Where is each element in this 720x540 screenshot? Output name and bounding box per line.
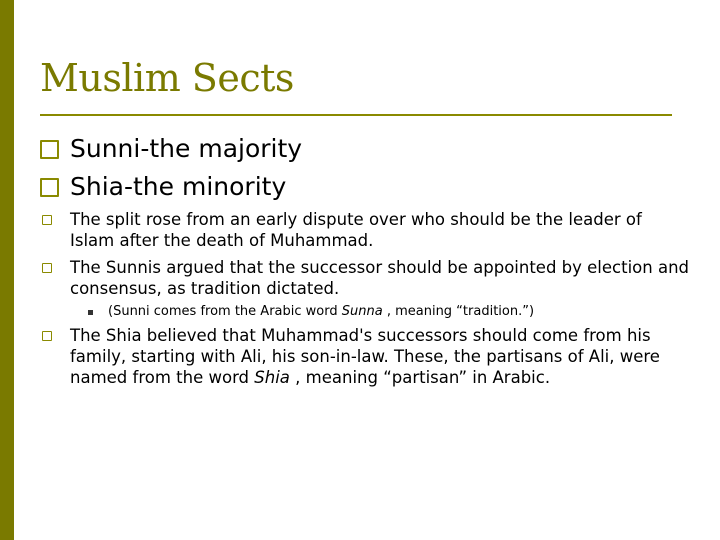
square-bullet-icon	[42, 215, 52, 225]
square-bullet-icon	[42, 331, 52, 341]
slide-title: Muslim Sects	[40, 56, 294, 100]
sub-bullet-sunna: (Sunni comes from the Arabic word Sunna , meaning “tradition.”)	[108, 304, 535, 319]
square-bullet-icon	[40, 140, 59, 159]
bullet-shia: Shia-the minority	[70, 172, 287, 201]
bullet-sunnis-argued: The Sunnis argued that the successor should be appointed by election and consensus, as tradition dictated.	[70, 258, 689, 298]
bullet-sunni: Sunni-the majority	[70, 134, 303, 163]
bullet-split: The split rose from an early dispute over who should be the leader of Islam after the death of Muhammad.	[70, 210, 642, 250]
square-subbullet-icon	[88, 310, 93, 315]
bullet-shia-believed: The Shia believed that Muhammad's successors should come from his family, starting with Ali, his son-in-law. These, the partisans of Ali, were named from the word Shia , meaning “partisan” in Arabic.	[70, 326, 660, 387]
square-bullet-icon	[42, 263, 52, 273]
left-accent-bar	[0, 0, 14, 540]
square-bullet-icon	[40, 178, 59, 197]
title-underline	[40, 114, 672, 116]
